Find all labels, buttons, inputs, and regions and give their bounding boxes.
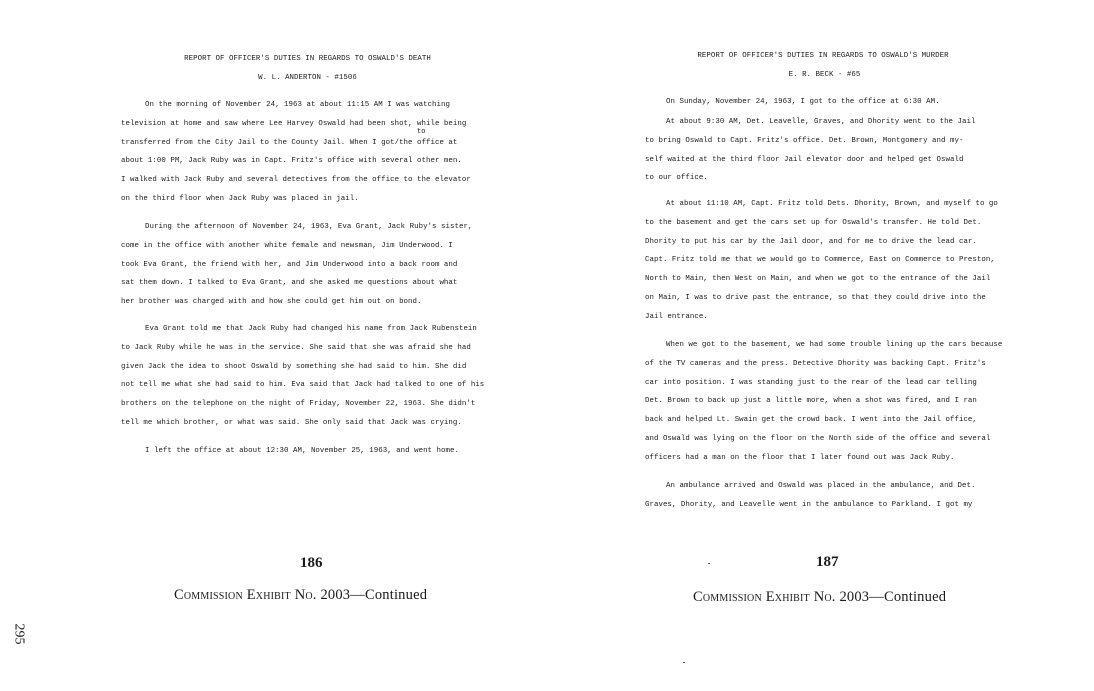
volume-page-number: 295 (11, 623, 27, 645)
right-paragraph: On Sunday, November 24, 1963, I got to the office at 6:30 AM. (666, 98, 940, 106)
right-officer-name: E. R. BECK - #65 (788, 71, 861, 79)
right-paragraph: At about 9:30 AM, Det. Leavelle, Graves, and Dhority went to the Jail to bring Oswald to Capt. Fritz's office. Det. Brown, Montgomery and my- self waited at the third floor Jail elevator door and helped get Oswald to our office. (645, 118, 976, 183)
scan-speck (683, 662, 685, 663)
left-report-heading: REPORT OF OFFICER'S DUTIES IN REGARDS TO OSWALD'S DEATH (184, 55, 431, 63)
right-paragraph: An ambulance arrived and Oswald was placed in the ambulance, and Det. Graves, Dhority, and Leavelle went in the ambulance to Parkland. I got my (645, 482, 976, 509)
left-paragraph: On the morning of November 24, 1963 at about 11:15 AM I was watching television at home and saw where Lee Harvey Oswald had been shot, while being transferred from the City Jail to the County Jail. When I got/the office at about 1:00 PM, Jack Ruby was in Capt. Fritz's office with several other men. I walked with Jack Ruby and several detectives from the office to the elevator on the third floor when Jack Ruby was placed in jail. (121, 101, 471, 203)
left-paragraph: Eva Grant told me that Jack Ruby had changed his name from Jack Rubenstein to Jack Ruby while he was in the service. She said that she was afraid she had given Jack the idea to shoot Oswald by something she had said to him. She did not tell me what she had said to him. Eva said that Jack had talked to one of his brothers on the telephone on the night of Friday, November 22, 1963. She didn't tell me which brother, or what was said. She only said that Jack was crying. (121, 325, 485, 427)
right-paragraph: At about 11:10 AM, Capt. Fritz told Dets. Dhority, Brown, and myself to go to the basement and get the cars set up for Oswald's transfer. He told Det. Dhority to put his car by the Jail door, and for me to drive the lead car. Capt. Fritz told me that we would go to Commerce, East on Commerce to Preston, North to Main, then West on Main, and when we got to the entrance of the Jail on Main, I was to drive past the entrance, so that they could drive into the Jail entrance. (645, 200, 998, 321)
left-exhibit-caption: Commission Exhibit No. 2003—Continued (174, 587, 428, 603)
right-report-heading: REPORT OF OFFICER'S DUTIES IN REGARDS TO OSWALD'S MURDER (697, 52, 949, 60)
left-officer-name: W. L. ANDERTON - #1506 (258, 74, 357, 82)
left-page-number: 186 (300, 555, 323, 571)
right-exhibit-caption: Commission Exhibit No. 2003—Continued (693, 589, 947, 605)
left-paragraph: I left the office at about 12:30 AM, November 25, 1963, and went home. (145, 447, 459, 455)
right-paragraph: When we got to the basement, we had some trouble lining up the cars because of the TV cameras and the press. Detective Dhority was backing Capt. Fritz's car into position. I was standing just to the rear of the lead car telling Det. Brown to back up just a little more, when a shot was fired, and I ran back and helped Lt. Swain get the crowd back. I went into the Jail office, and Oswald was lying on the floor on the North side of the office and several officers had a man on the floor that I later found out was Jack Ruby. (645, 341, 1003, 462)
left-insert-word: to (417, 128, 426, 136)
scan-speck (708, 563, 710, 564)
left-paragraph: During the afternoon of November 24, 1963, Eva Grant, Jack Ruby's sister, come in the office with another white female and newsman, Jim Underwood. I took Eva Grant, the friend with her, and Jim Underwood into a back room and sat them down. I talked to Eva Grant, and she asked me questions about what her brother was charged with and how she could get him out on bond. (121, 223, 473, 307)
right-page-number: 187 (816, 554, 839, 570)
